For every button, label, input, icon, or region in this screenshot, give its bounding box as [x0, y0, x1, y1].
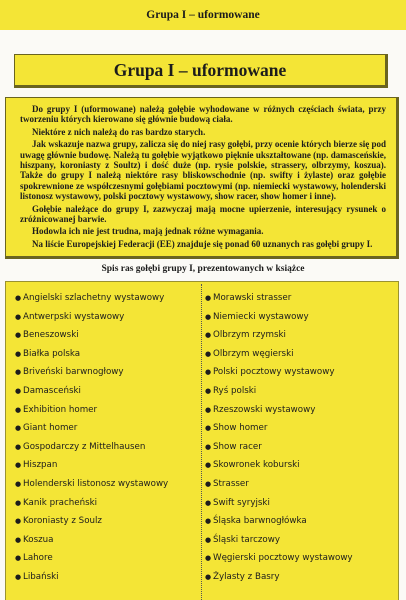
breed-name: Niemiecki wystawowy: [213, 311, 309, 322]
bullet-icon: ●: [15, 405, 22, 414]
bullet-icon: ●: [15, 442, 22, 451]
breed-name: Briveński barwnogłowy: [23, 367, 124, 378]
intro-box: [5, 97, 399, 259]
breed-list-item: [205, 419, 395, 438]
bullet-icon: ●: [205, 331, 212, 340]
bullet-icon: ●: [15, 479, 22, 488]
bullet-icon: ●: [15, 386, 22, 395]
bullet-icon: ●: [205, 554, 212, 563]
breed-list-box: [5, 281, 399, 600]
breed-name: Śląski tarczowy: [213, 534, 280, 545]
breed-list-item: [205, 549, 395, 568]
breed-name: Angielski szlachetny wystawowy: [23, 293, 165, 303]
breed-list-item: [205, 494, 395, 513]
breed-list-item: [205, 401, 395, 420]
breed-list-item: [205, 456, 395, 475]
bullet-icon: ●: [205, 572, 212, 581]
breed-name: Lahore: [23, 553, 53, 564]
breed-name: Koroniasty z Soulz: [23, 516, 102, 527]
breed-name: Exhibition homer: [23, 404, 98, 415]
breed-name: Polski pocztowy wystawowy: [213, 367, 335, 378]
breed-list-right-column: [205, 289, 395, 587]
bullet-icon: ●: [205, 517, 212, 526]
breed-name: Śląska barwnogłówka: [213, 516, 307, 527]
breed-name: Swift syryjski: [213, 497, 270, 508]
bullet-icon: ●: [205, 535, 212, 544]
breed-list-item: [205, 345, 395, 364]
section-title: Grupa I – uformowane: [113, 60, 287, 80]
breed-list-item: [205, 512, 395, 531]
intro-paragraph: Jak wskazuje nazwa grupy, zalicza się do niej rasy gołębi, przy ocenie których bierze się pod uwagę głównie budowę. Należą tu gołębie wyjątkowo pięknie ukształtowane (np. damasceńskie, hiszpany, koroniasty z Soultz) i dość duże (np. rysie polskie, strassery, olbrzymy, koszua). Także do grupy I należą niektóre rasy bliskowschodnie (np. swifty i żylaste) oraz gołębie spokrewnione ze współczesnymi gołębiami pocztowymi (np. niemiecki wystawowy, holenderski listonosz wystawowy, polski pocztowy wystawowy, show racer, show homer i inne).: [20, 139, 386, 202]
breed-list-item: [15, 345, 203, 364]
breed-name: Beneszowski: [23, 330, 79, 341]
breed-list-item: [15, 438, 203, 457]
bullet-icon: ●: [205, 405, 212, 414]
breed-name: Show racer: [213, 441, 262, 452]
breed-name: Koszua: [23, 534, 54, 545]
breed-name: Giant homer: [23, 423, 78, 434]
bullet-icon: ●: [205, 368, 212, 377]
breed-name: Hiszpan: [23, 460, 58, 471]
breed-list-item: [205, 289, 395, 308]
breed-list-item: [15, 456, 203, 475]
breed-list-item: [205, 326, 395, 345]
intro-paragraph: Niektóre z nich należą do ras bardzo starych.: [32, 126, 206, 137]
breed-name: Żylasty z Basry: [213, 571, 280, 582]
breed-list-item: [205, 382, 395, 401]
breed-name: Strasser: [213, 478, 249, 489]
bullet-icon: ●: [15, 331, 22, 340]
section-title-banner: [14, 54, 388, 88]
breed-list-heading: [0, 264, 406, 274]
bullet-icon: ●: [205, 294, 212, 302]
breed-name: Antwerpski wystawowy: [23, 311, 125, 322]
breed-list-item: [15, 568, 203, 587]
breed-list-left-column: [15, 289, 203, 587]
breed-name: Węgierski pocztowy wystawowy: [213, 553, 353, 564]
breed-list-item: [15, 401, 203, 420]
breed-name: Show homer: [213, 423, 268, 434]
breed-list-item: [205, 475, 395, 494]
running-header-title: Grupa I – uformowane: [146, 9, 260, 21]
intro-paragraph: Na liście Europejskiej Federacji (EE) znajduje się ponad 60 uznanych ras gołębi grupy I.: [32, 238, 373, 249]
breed-name: Libański: [23, 571, 59, 582]
bullet-icon: ●: [205, 461, 212, 470]
column-divider: [201, 284, 203, 600]
bullet-icon: ●: [15, 517, 22, 526]
bullet-icon: ●: [205, 349, 212, 358]
breed-list-item: [15, 512, 203, 531]
breed-list-item: [205, 531, 395, 550]
bullet-icon: ●: [205, 442, 212, 451]
breed-list-item: [15, 419, 203, 438]
breed-name: Ryś polski: [213, 385, 257, 396]
intro-paragraph: Hodowla ich nie jest trudna, mają jednak różne wymagania.: [32, 226, 264, 237]
breed-list-item: [15, 494, 203, 513]
bullet-icon: ●: [15, 312, 22, 321]
bullet-icon: ●: [15, 294, 22, 302]
breed-name: Białka polska: [23, 348, 81, 359]
bullet-icon: ●: [205, 312, 212, 321]
bullet-icon: ●: [15, 349, 22, 358]
bullet-icon: ●: [15, 368, 22, 377]
intro-paragraph: Do grupy I (uformowane) należą gołębie wyhodowane w różnych częściach świata, przy tworzeniu których kierowano się głównie budową ciała.: [20, 104, 386, 125]
breed-name: Kanik pracheński: [23, 497, 98, 508]
breed-list-item: [205, 438, 395, 457]
breed-name: Morawski strasser: [213, 293, 292, 303]
bullet-icon: ●: [205, 479, 212, 488]
breed-list-item: [15, 382, 203, 401]
breed-list-item: [15, 289, 203, 308]
bullet-icon: ●: [15, 424, 22, 433]
breed-list-item: [205, 363, 395, 382]
breed-name: Olbrzym rzymski: [213, 330, 286, 341]
bullet-icon: ●: [205, 424, 212, 433]
bullet-icon: ●: [15, 461, 22, 470]
bullet-icon: ●: [205, 498, 212, 507]
breed-list-item: [15, 326, 203, 345]
breed-name: Gospodarczy z Mittelhausen: [23, 441, 146, 452]
bullet-icon: ●: [205, 386, 212, 395]
breed-name: Skowronek koburski: [213, 460, 300, 471]
breed-name: Olbrzym węgierski: [213, 348, 294, 359]
bullet-icon: ●: [15, 554, 22, 563]
bullet-icon: ●: [15, 498, 22, 507]
breed-list-item: [15, 549, 203, 568]
breed-name: Damasceński: [23, 385, 81, 396]
bullet-icon: ●: [15, 572, 22, 581]
breed-name: Rzeszowski wystawowy: [213, 404, 316, 415]
breed-list-item: [15, 475, 203, 494]
breed-list-item: [15, 363, 203, 382]
breed-list-heading-text: Spis ras gołębi grupy I, prezentowanych w książce: [101, 264, 305, 274]
breed-list-item: [15, 308, 203, 327]
running-header: [0, 0, 406, 30]
intro-paragraph: Gołębie należące do grupy I, zazwyczaj mają mocne upierzenie, interesujący rysunek o zróżnicowanej barwie.: [20, 203, 386, 225]
breed-name: Holenderski listonosz wystawowy: [23, 478, 169, 489]
breed-list-item: [205, 568, 395, 587]
breed-list-item: [205, 308, 395, 327]
breed-list-item: [15, 531, 203, 550]
bullet-icon: ●: [15, 535, 22, 544]
